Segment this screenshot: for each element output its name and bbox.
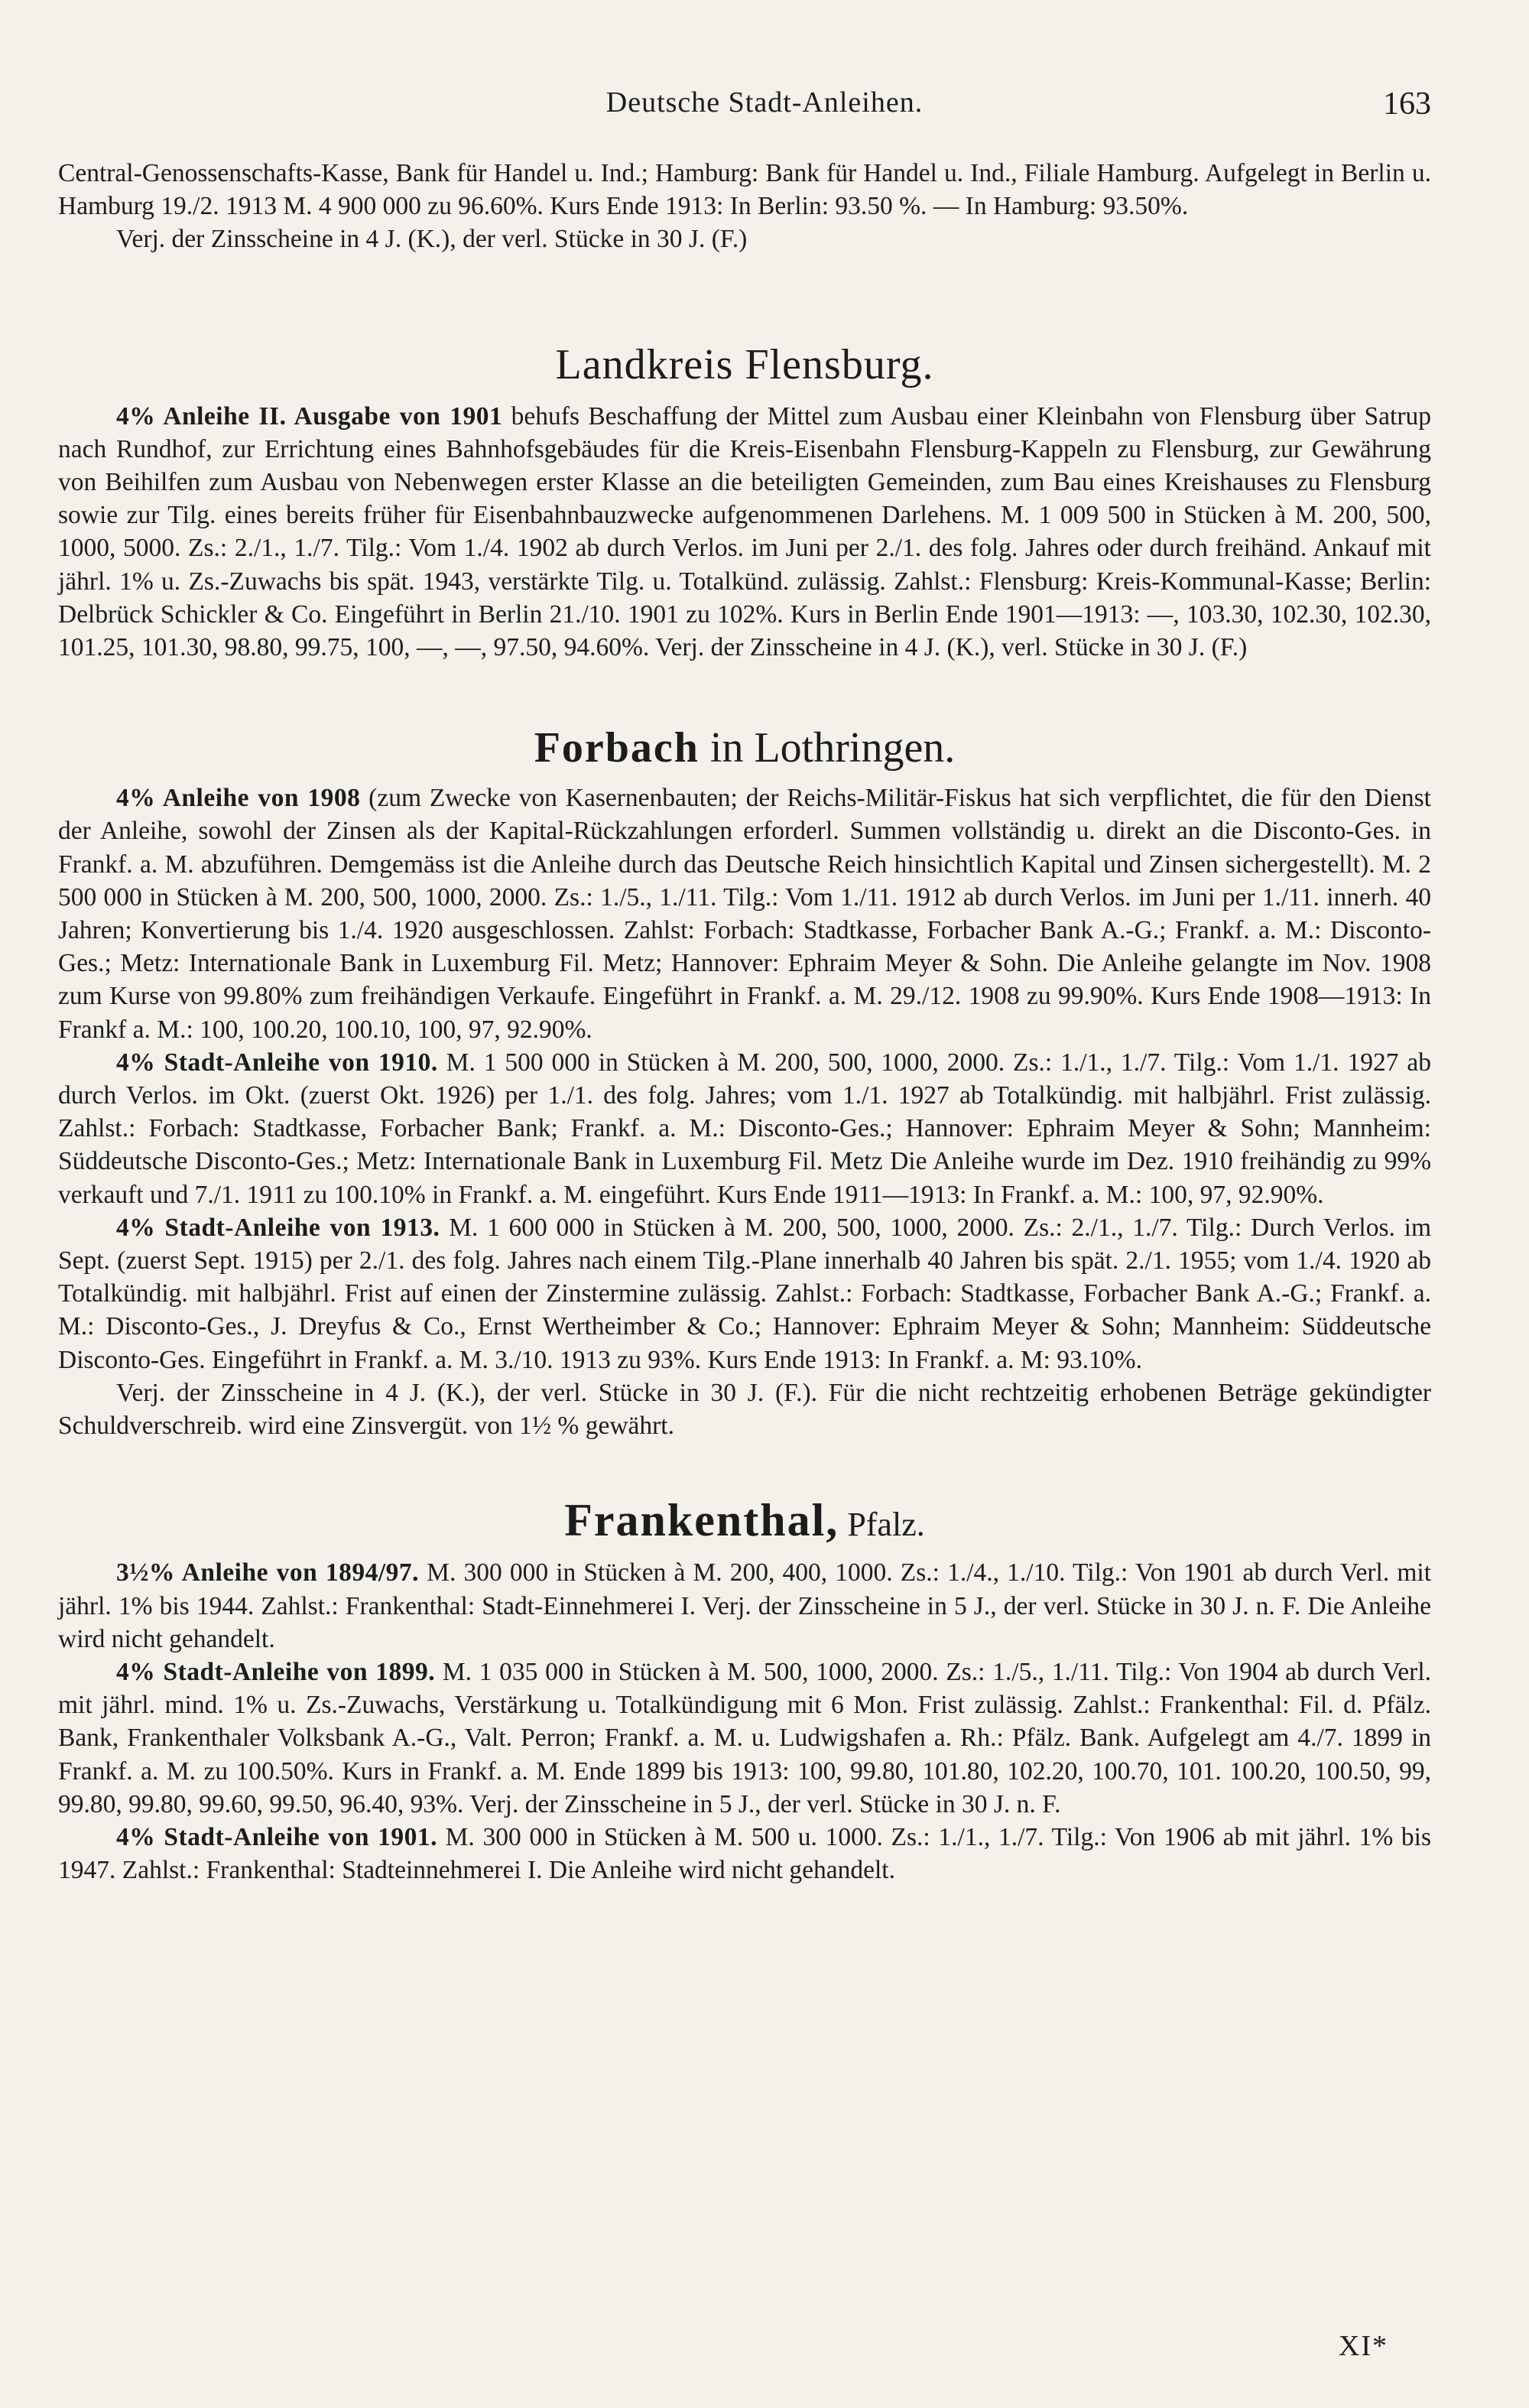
entry-text: M. 300 000 in Stücken à M. 500 u. 1000. Zs.: 1./1., 1./7. Tilg.: Von 1906 ab mit jährl. 1% bis 1947. Zahlst.: Frankenthal: Stadteinnehmerei I. Die Anleihe wird nicht gehandelt. [58, 1822, 1432, 1885]
heading-sub: Pfalz. [839, 1506, 925, 1544]
entry-forbach-verj [58, 1376, 1431, 1442]
heading-sub: in Lothringen. [699, 724, 956, 772]
content [58, 157, 1431, 1886]
entry-text: behufs Beschaffung der Mittel zum Ausbau einer Kleinbahn von Flensburg über Satrup nach Rundhof, zur Errichtung eines Bahnhofsgebäudes für die Kreis-Eisenbahn Flensburg-Kappeln zu Flensburg, zur Gewährung von Beihilfen zum Ausbau von Nebenwegen erster Klasse an die beteiligten Gemeinden, zum Bau eines Kreishauses zu Flensburg sowie zur Tilg. eines bereits früher für Eisenbahnbauzwecke aufgenommenen Darlehens. M. 1 009 500 in Stücken à M. 200, 500, 1000, 5000. Zs.: 2./1., 1./7. Tilg.: Vom 1./4. 1902 ab durch Verlos. im Juni per 2./1. des folg. Jahres oder durch freihänd. Ankauf mit jährl. 1% u. Zs.-Zuwachs bis spät. 1943, verstärkte Tilg. u. Totalkünd. zulässig. Zahlst.: Flensburg: Kreis-Kommunal-Kasse; Berlin: Delbrück Schickler & Co. Eingeführt in Berlin 21./10. 1901 zu 102%. Kurs in Berlin Ende 1901—1913: —, 103.30, 102.30, 102.30, 101.25, 101.30, 98.80, 99.75, 100, —, —, 97.50, 94.60%. Verj. der Zinsscheine in 4 J. (K.), verl. Stücke in 30 J. (F.) [58, 401, 1431, 662]
entry-forbach-1908 [58, 782, 1431, 1046]
heading-main: Frankenthal, [564, 1495, 839, 1546]
entry-forbach-1913 [58, 1211, 1431, 1376]
signature-mark: XI* [1338, 2330, 1388, 2362]
entry-text: (zum Zwecke von Kasernenbauten; der Reichs-Militär-Fiskus hat sich verpflichtet, die für den Dienst der Anleihe, sowohl der Zinsen als der Kapital-Rückzahlungen erforderl. Summen vollständig u. direkt an die Disconto-Ges. in Frankf. a. M. abzuführen. Demgemäss ist die Anleihe durch das Deutsche Reich hinsichtlich Kapital und Zinsen sichergestellt). M. 2 500 000 in Stücken à M. 200, 500, 1000, 2000. Zs.: 1./5., 1./11. Tilg.: Vom 1./11. 1912 ab durch Verlos. im Juni per 1./11. innerh. 40 Jahren; Konvertierung bis 1./4. 1920 ausgeschlossen. Zahlst: Forbach: Stadtkasse, Forbacher Bank A.-G.; Frankf. a. M.: Disconto-Ges.; Metz: Internationale Bank in Luxemburg Fil. Metz; Hannover: Ephraim Meyer & Sohn. Die Anleihe gelangte im Nov. 1908 zum Kurse von 99.80% zum freihändigen Verkaufe. Eingeführt in Frankf. a. M. 29./12. 1908 zu 99.90%. Kurs Ende 1908—1913: In Frankf a. M.: 100, 100.20, 100.10, 100, 97, 92.90%. [58, 784, 1431, 1044]
section-heading-forbach [58, 723, 1431, 772]
page-number: 163 [1383, 86, 1431, 122]
entry-flensburg-anleihe-ii [58, 400, 1431, 665]
entry-frankenthal-1899 [58, 1656, 1431, 1821]
running-head: Deutsche Stadt-Anleihen. [605, 86, 924, 119]
section-heading-frankenthal [58, 1494, 1431, 1547]
entry-label: 3½% Anleihe von 1894/97. [116, 1558, 420, 1587]
entry-label: 4% Stadt-Anleihe von 1901. [116, 1822, 437, 1851]
intro-paragraph: Central-Genossenschafts-Kasse, Bank für Handel u. Ind.; Hamburg: Bank für Handel u. Ind., Filiale Hamburg. Aufgelegt in Berlin u. Hamburg 19./2. 1913 M. 4 900 000 zu 96.60%. Kurs Ende 1913: In Berlin: 93.50 %. — In Hamburg: 93.50%. [58, 159, 1431, 221]
intro-verj: Verj. der Zinsscheine in 4 J. (K.), der verl. Stücke in 30 J. (F.) [116, 225, 748, 254]
entry-label: 4% Stadt-Anleihe von 1910. [116, 1048, 438, 1077]
heading-main: Landkreis Flensburg. [555, 340, 934, 388]
entry-label: 4% Stadt-Anleihe von 1899. [116, 1657, 436, 1686]
heading-main: Forbach [534, 724, 700, 772]
entry-frankenthal-1901 [58, 1821, 1431, 1886]
entry-text: M. 1 035 000 in Stücken à M. 500, 1000, 2000. Zs.: 1./5., 1./11. Tilg.: Von 1904 ab durch Verl. mit jährl. mind. 1% u. Zs.-Zuwachs, Verstärkung u. Totalkündigung mit 6 Mon. Frist zulässig. Zahlst.: Frankenthal: Fil. d. Pfälz. Bank, Frankenthaler Volksbank A.-G., Valt. Perron; Frankf. a. M. u. Ludwigshafen a. Rh.: Pfälz. Bank. Aufgelegt am 4./7. 1899 in Frankf. a. M. zu 100.50%. Kurs in Frankf. a. M. Ende 1899 bis 1913: 100, 99.80, 101.80, 102.20, 100.70, 101. 100.20, 100.50, 99, 99.80, 99.80, 99.60, 99.50, 96.40, 93%. Verj. der Zinsscheine in 5 J., der verl. Stücke in 30 J. n. F. [58, 1657, 1432, 1818]
entry-forbach-1910 [58, 1046, 1431, 1211]
entry-label: 4% Anleihe von 1908 [116, 784, 361, 813]
section-heading-flensburg [58, 340, 1431, 389]
entry-frankenthal-1894 [58, 1556, 1431, 1656]
entry-text: M. 1 600 000 in Stücken à M. 200, 500, 1000, 2000. Zs.: 2./1., 1./7. Tilg.: Durch Verlos. im Sept. (zuerst Sept. 1915) per 2./1. des folg. Jahres nach einem Tilg.-Plane innerhalb 40 Jahren bis spät. 2./1. 1955; vom 1./4. 1920 ab Totalkündig. mit halbjährl. Frist auf einen der Zinstermine zulässig. Zahlst.: Forbach: Stadtkasse, Forbacher Bank A.-G.; Frankf. a. M.: Disconto-Ges., J. Dreyfus & Co., Ernst Wertheimber & Co.; Hannover: Ephraim Meyer & Sohn; Mannheim: Süddeutsche Disconto-Ges. Eingeführt in Frankf. a. M. 3./10. 1913 zu 93%. Kurs Ende 1913: In Frankf. a. M: 93.10%. [58, 1213, 1432, 1374]
entry-text: Verj. der Zinsscheine in 4 J. (K.), der verl. Stücke in 30 J. (F.). Für die nicht rechtzeitig erhobenen Beträge gekündigter Schuldverschreib. wird eine Zinsvergüt. von 1½ % gewährt. [58, 1378, 1431, 1441]
entry-label: 4% Anleihe II. Ausgabe von 1901 [116, 401, 503, 431]
entry-label: 4% Stadt-Anleihe von 1913. [116, 1213, 440, 1242]
entry-text: M. 1 500 000 in Stücken à M. 200, 500, 1000, 2000. Zs.: 1./1., 1./7. Tilg.: Vom 1./1. 1927 ab durch Verlos. im Okt. (zuerst Okt. 1926) per 1./1. des folg. Jahres; vom 1./1. 1927 ab Totalkündig. mit halbjährl. Frist zulässig. Zahlst.: Forbach: Stadtkasse, Forbacher Bank; Frankf. a. M.: Disconto-Ges.; Hannover: Ephraim Meyer & Sohn; Mannheim: Süddeutsche Disconto-Ges.; Metz: Internationale Bank in Luxemburg Fil. Metz Die Anleihe wurde im Dez. 1910 freihändig zu 99% verkauft und 7./1. 1911 zu 100.10% in Frankf. a. M. eingeführt. Kurs Ende 1911—1913: In Frankf. a. M.: 100, 97, 92.90%. [58, 1048, 1431, 1209]
entry-text: M. 300 000 in Stücken à M. 200, 400, 1000. Zs.: 1./4., 1./10. Tilg.: Von 1901 ab durch Verl. mit jährl. 1% bis 1944. Zahlst.: Frankenthal: Stadt-Einnehmerei I. Verj. der Zinsscheine in 5 J., der verl. Stücke in 30 J. n. F. Die Anleihe wird nicht gehandelt. [58, 1558, 1431, 1653]
